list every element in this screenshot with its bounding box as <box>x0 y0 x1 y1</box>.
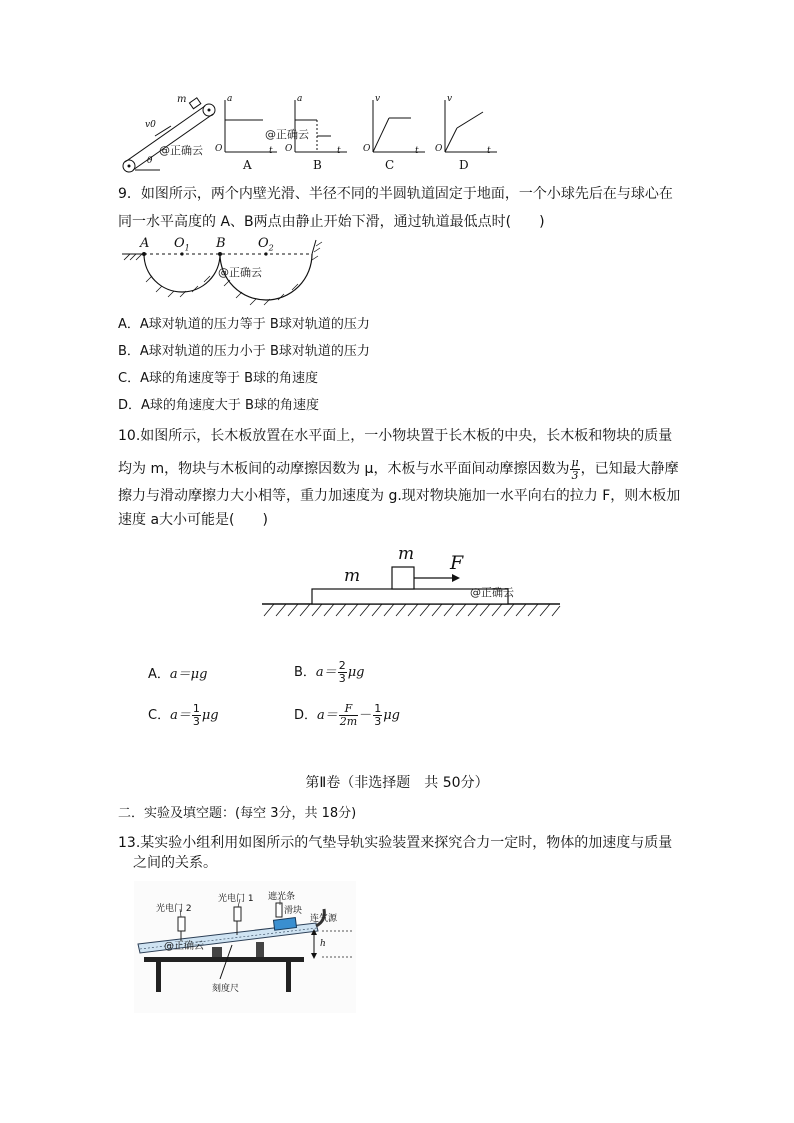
incline-theta-label: θ <box>147 156 153 166</box>
graph-d-xaxis: t <box>487 146 491 156</box>
q9-line1: 9．如图所示，两个内壁光滑、半径不同的半圆轨道固定于地面，一个小球先后在与球心在 <box>118 186 673 202</box>
incline-mass-label: m <box>177 94 187 105</box>
q10-line1: 10.如图所示，长木板放置在水平面上，一小物块置于长木板的中央，长木板和物块的质量 <box>118 428 673 444</box>
watermark: @正确云 <box>470 586 514 599</box>
watermark: @正确云 <box>164 941 204 952</box>
graph-d-caption: D <box>459 158 469 172</box>
q10-figure <box>260 544 564 618</box>
q13-label-h: h <box>320 939 326 949</box>
incline-diagram <box>115 92 225 174</box>
q13-line1: 13.某实验小组利用如图所示的气垫导轨实验装置来探究合力一定时，物体的加速度与质量 <box>118 835 673 851</box>
q10-option-d: D．a＝ $\frac{F}{2m}$ － $\frac{1}{3}$ μg <box>294 702 401 728</box>
graph-b-xaxis: t <box>337 146 341 156</box>
q10-force-label: F <box>450 552 464 574</box>
graph-a-xaxis: t <box>269 146 273 156</box>
q10-mu-fraction: $\frac{\mu}{3}$ <box>571 455 579 482</box>
q13-label-shade: 遮光条 <box>268 892 296 902</box>
q9-label-a: A <box>140 236 150 251</box>
q13-label-slider: 滑块 <box>284 906 303 916</box>
q9-option-d: D．A球的角速度大于 B球的角速度 <box>118 398 319 413</box>
q10-line3: 擦力与滑动摩擦力大小相等，重力加速度为 g.现对物块施加一水平向右的拉力 F，则木板加 <box>118 488 681 504</box>
section-subtitle: 二．实验及填空题：(每空 3分，共 18分) <box>118 806 357 821</box>
q13-label-gate1: 光电门 1 <box>218 894 254 904</box>
q13-label-ruler: 刻度尺 <box>212 984 240 994</box>
graph-d-origin: O <box>435 144 443 154</box>
incline-v0-label: v0 <box>145 120 156 130</box>
watermark: @正确云 <box>218 266 262 279</box>
q10-block-mass: m <box>398 544 415 564</box>
q9-option-a: A．A球对轨道的压力等于 B球对轨道的压力 <box>118 317 370 332</box>
q13-line2: 之间的关系。 <box>133 855 217 871</box>
q10-line4: 速度 a大小可能是( ) <box>118 512 268 528</box>
graph-c-origin: O <box>363 144 371 154</box>
graph-c-yaxis: v <box>375 94 381 104</box>
q10-board-mass: m <box>344 566 361 586</box>
watermark: @正确云 <box>265 128 309 141</box>
graph-c-xaxis: t <box>415 146 419 156</box>
q13-figure <box>134 881 356 1013</box>
q10-option-b: B．a＝ $\frac{2}{3}$ μg <box>294 659 365 685</box>
q13-label-air: 连气源 <box>310 914 338 924</box>
graph-c-caption: C <box>385 158 395 172</box>
graph-a-yaxis: a <box>227 94 233 104</box>
q10-option-a: A．a＝μg <box>148 667 208 682</box>
q9-figure <box>118 236 324 308</box>
top-figure <box>115 92 505 174</box>
q9-label-b: B <box>216 236 226 251</box>
q9-option-b: B．A球对轨道的压力小于 B球对轨道的压力 <box>118 344 370 359</box>
graph-b-yaxis: a <box>297 94 303 104</box>
graph-b-origin: O <box>285 144 293 154</box>
graph-d-yaxis: v <box>447 94 453 104</box>
graph-b-caption: B <box>313 158 322 172</box>
graph-a-caption: A <box>243 158 252 172</box>
q10-option-c: C．a＝ $\frac{1}{3}$ μg <box>148 702 219 728</box>
watermark: @正确云 <box>159 144 203 157</box>
q10-line2: 均为 m，物块与木板间的动摩擦因数为 μ，木板与水平面间动摩擦因数为 $\frac{\mu}{3}$ ，已知最大静摩 <box>118 455 679 482</box>
graph-a-origin: O <box>215 144 223 154</box>
q13-label-gate2: 光电门 2 <box>156 904 192 914</box>
q9-option-c: C．A球的角速度等于 B球的角速度 <box>118 371 319 386</box>
q9-line2: 同一水平高度的 A、B两点由静止开始下滑，通过轨道最低点时( ) <box>118 214 545 230</box>
section-title: 第Ⅱ卷（非选择题 共 50分） <box>305 775 489 791</box>
q9-label-o2: $O_2$ <box>258 236 274 253</box>
q9-label-o1: $O_1$ <box>174 236 190 253</box>
